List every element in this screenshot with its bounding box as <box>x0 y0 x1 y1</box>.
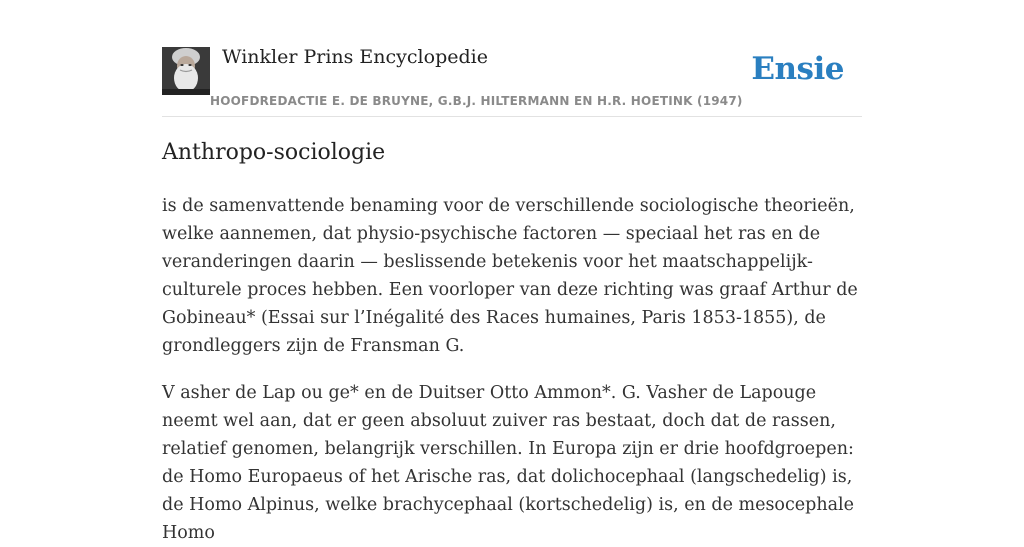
brand-logo-link[interactable]: Ensie <box>751 51 844 87</box>
bearded-man-portrait-icon <box>162 47 210 95</box>
article-paragraph-1: is de samenvattende benaming voor de verschillende sociologische theorieën, welke aannemen, dat physio-psychische factoren — speciaal het ras en de veranderingen daarin — beslissende betekenis voor het maatschappelijk-culturele proces hebben. Een voorloper van deze richting was graaf Arthur de Gobineau* (Essai sur l’Inégalité des Races humaines, Paris 1853-1855), de grondleggers zijn de Fransman G. <box>162 196 858 356</box>
article-paragraph-2: V asher de Lap ou ge* en de Duitser Otto Ammon*. G. Vasher de Lapouge neemt wel aan, dat er geen absoluut zuiver ras bestaat, doch dat de rassen, relatief genomen, belangrijk verschillen. In Europa zijn er drie hoofdgroepen: de Homo Europaeus of het Arische ras, dat dolichocephaal (langschedelig) is, de Homo Alpinus, welke brachycephaal (kortschedelig) is, en de mesocephale Homo <box>162 383 854 543</box>
site-title[interactable]: Winkler Prins Encyclopedie <box>222 46 488 68</box>
avatar <box>162 47 210 95</box>
site-subtitle: HOOFDREDACTIE E. DE BRUYNE, G.B.J. HILTERMANN EN H.R. HOETINK (1947) <box>210 94 743 108</box>
site-header <box>162 46 862 117</box>
article-title: Anthropo-sociologie <box>162 140 386 165</box>
